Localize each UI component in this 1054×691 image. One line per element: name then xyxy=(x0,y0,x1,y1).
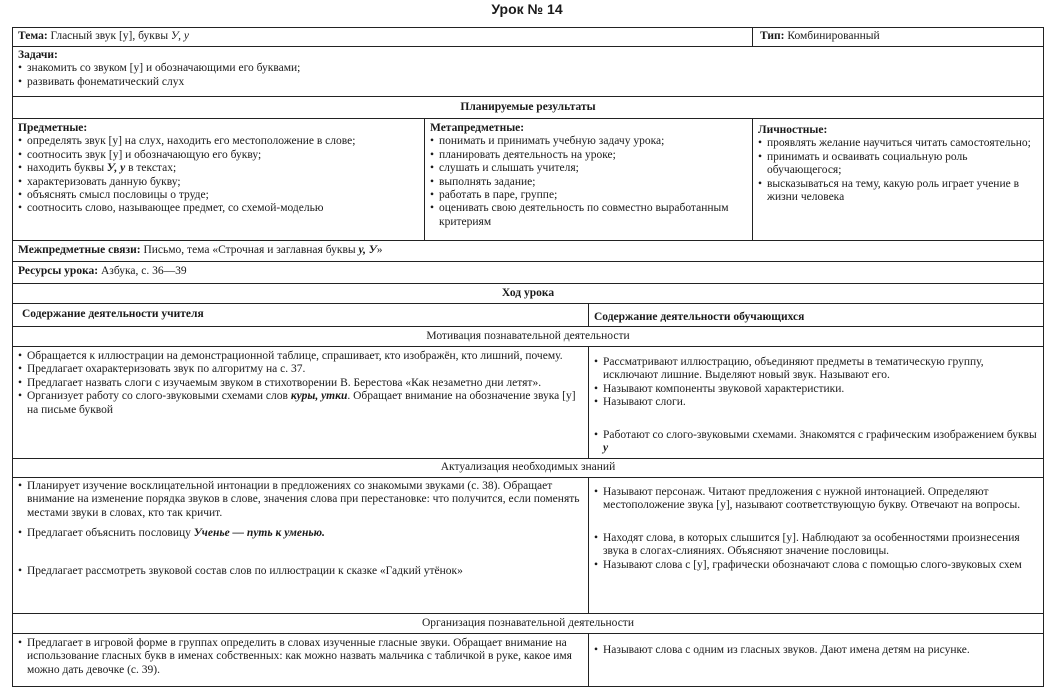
interdisciplinary-label: Межпредметные связи: xyxy=(18,244,141,256)
list-item: • Находят слова, в которых слышится [у]. Наблюдают за особенностями произнесения звука в слогах-слияниях. Объясняют значение пословицы. xyxy=(594,532,1038,559)
interdisciplinary-cell: Межпредметные связи: Письмо, тема «Строчная и заглавная буквы у, У» xyxy=(18,244,383,256)
interdisciplinary-letters: у, У xyxy=(358,244,377,256)
list-item: • Планирует изучение восклицательной интонации в предложениях со знакомыми звуками (с. 38). Обращает внимание на изменение порядка звуков в слове, значения слова при перестановке: что получится, если поменять местами звуки в словах, кто так кричит. xyxy=(18,480,584,520)
list-item: • работать в паре, группе; xyxy=(430,189,748,202)
topic-text: Гласный звук [у], буквы xyxy=(50,30,171,42)
list-item: • Работают со слого-звуковыми схемами. Знакомятся с графическим изображением буквы у xyxy=(594,429,1038,456)
resources-text: Азбука, с. 36—39 xyxy=(98,265,187,277)
list-item: • высказываться на тему, какую роль играет учение в жизни человека xyxy=(758,178,1038,205)
list-item: • находить буквы У, у в текстах; xyxy=(18,162,420,175)
resources-cell xyxy=(18,265,1038,278)
topic-cell xyxy=(18,30,748,43)
list-item: • Называют персонаж. Читают предложения с нужной интонацией. Определяют местоположение звука [у], называют соответствующую букву. Отвечают на вопросы. xyxy=(594,486,1038,513)
list-item: • Называют слова с [у], графически обозначают слова с помощью слого-звуковых схем xyxy=(594,559,1038,572)
subject-results-list xyxy=(18,135,420,215)
list-item: • Рассматривают иллюстрацию, объединяют предметы в тематическую группу, исключают лишние. Выделяют новый звук. Называют его. xyxy=(594,356,1038,383)
list-item: • Предлагает охарактеризовать звук по алгоритму на с. 37. xyxy=(18,363,584,376)
stage-title-actualization: Актуализация необходимых знаний xyxy=(440,461,616,473)
list-item: • выполнять задание; xyxy=(430,176,748,189)
stage-actualization-students xyxy=(594,486,1038,572)
meta-results-list xyxy=(430,135,748,229)
list-item: • Обращается к иллюстрации на демонстрационной таблице, спрашивает, кто изображён, кто лишний, почему. xyxy=(18,350,584,363)
list-item: • Организует работу со слого-звуковыми схемами слов куры, утки. Обращает внимание на обозначение звука [у] на письме буквой xyxy=(18,390,584,417)
list-item: • Называют слова с одним из гласных звуков. Дают имена детям на рисунке. xyxy=(594,644,1038,657)
list-item: • объяснять смысл пословицы о труде; xyxy=(18,189,420,202)
interdisciplinary-text: Письмо, тема «Строчная и заглавная буквы xyxy=(140,244,359,256)
stage-actualization-teacher xyxy=(18,480,584,578)
list-item: • определять звук [у] на слух, находить его местоположение в слове; xyxy=(18,135,420,148)
lesson-title: Урок № 14 xyxy=(491,1,563,17)
stage-motivation-students xyxy=(594,356,1038,455)
list-item: • развивать фонематический слух xyxy=(18,76,1038,89)
planned-results-heading: Планируемые результаты xyxy=(460,101,596,113)
subject-results-label: Предметные: xyxy=(18,122,88,134)
list-item: • Называют компоненты звуковой характеристики. xyxy=(594,383,1038,396)
personal-results-list xyxy=(758,137,1038,204)
lesson-course-heading: Ход урока xyxy=(501,287,555,299)
type-text: Комбинированный xyxy=(787,30,880,42)
list-item: • соотносить слово, называющее предмет, со схемой-моделью xyxy=(18,202,420,215)
stage-title-organization: Организация познавательной деятельности xyxy=(422,617,634,629)
students-column-header: Содержание деятельности обучающихся xyxy=(594,311,805,323)
meta-results-label: Метапредметные: xyxy=(430,122,525,134)
list-item: • понимать и принимать учебную задачу урока; xyxy=(430,135,748,148)
list-item: • Предлагает в игровой форме в группах определить в словах изученные гласные звуки. Обращает внимание на использование гласных букв в именах собственных: как можно назвать мальчика с табличкой в руке, какое имя можно дать девочке (с. 39). xyxy=(18,637,584,677)
stage-organization-students xyxy=(594,644,1038,657)
personal-results-label: Личностные: xyxy=(758,124,828,136)
tasks-list xyxy=(18,62,1038,89)
list-item: • оценивать свою деятельность по совместно выработанным критериям xyxy=(430,202,748,229)
stage-motivation-teacher xyxy=(18,350,584,417)
list-item: • характеризовать данную букву; xyxy=(18,176,420,189)
list-item: • планировать деятельность на уроке; xyxy=(430,149,748,162)
teacher-column-header: Содержание деятельности учителя xyxy=(22,308,204,320)
stage-title-motivation: Мотивация познавательной деятельности xyxy=(426,330,630,342)
letters-u: У, у xyxy=(106,162,126,175)
type-cell xyxy=(760,30,1040,43)
personal-results-cell xyxy=(758,124,1038,204)
list-item: • принимать и осваивать социальную роль обучающегося; xyxy=(758,151,1038,178)
stage-organization-teacher xyxy=(18,637,584,677)
list-item: • Предлагает рассмотреть звуковой состав слов по иллюстрации к сказке «Гадкий утёнок» xyxy=(18,565,584,578)
subject-results-cell xyxy=(18,122,420,216)
tasks-cell xyxy=(18,49,1038,89)
topic-label: Тема: xyxy=(18,30,48,42)
list-item: • Предлагает назвать слоги с изучаемым звуком в стихотворении В. Берестова «Как незаметно дни летят». xyxy=(18,377,584,390)
tasks-label: Задачи: xyxy=(18,49,58,61)
type-label: Тип: xyxy=(760,30,785,42)
meta-results-cell xyxy=(430,122,748,229)
list-item: • соотносить звук [у] и обозначающую его букву; xyxy=(18,149,420,162)
list-item: • слушать и слышать учителя; xyxy=(430,162,748,175)
topic-letters: У, у xyxy=(170,30,189,42)
list-item: • знакомить со звуком [у] и обозначающими его буквами; xyxy=(18,62,1038,75)
list-item: • Предлагает объяснить пословицу Ученье — путь к уменью. xyxy=(18,527,584,540)
list-item: • Называют слоги. xyxy=(594,396,1038,409)
list-item: • проявлять желание научиться читать самостоятельно; xyxy=(758,137,1038,150)
resources-label: Ресурсы урока: xyxy=(18,265,99,277)
